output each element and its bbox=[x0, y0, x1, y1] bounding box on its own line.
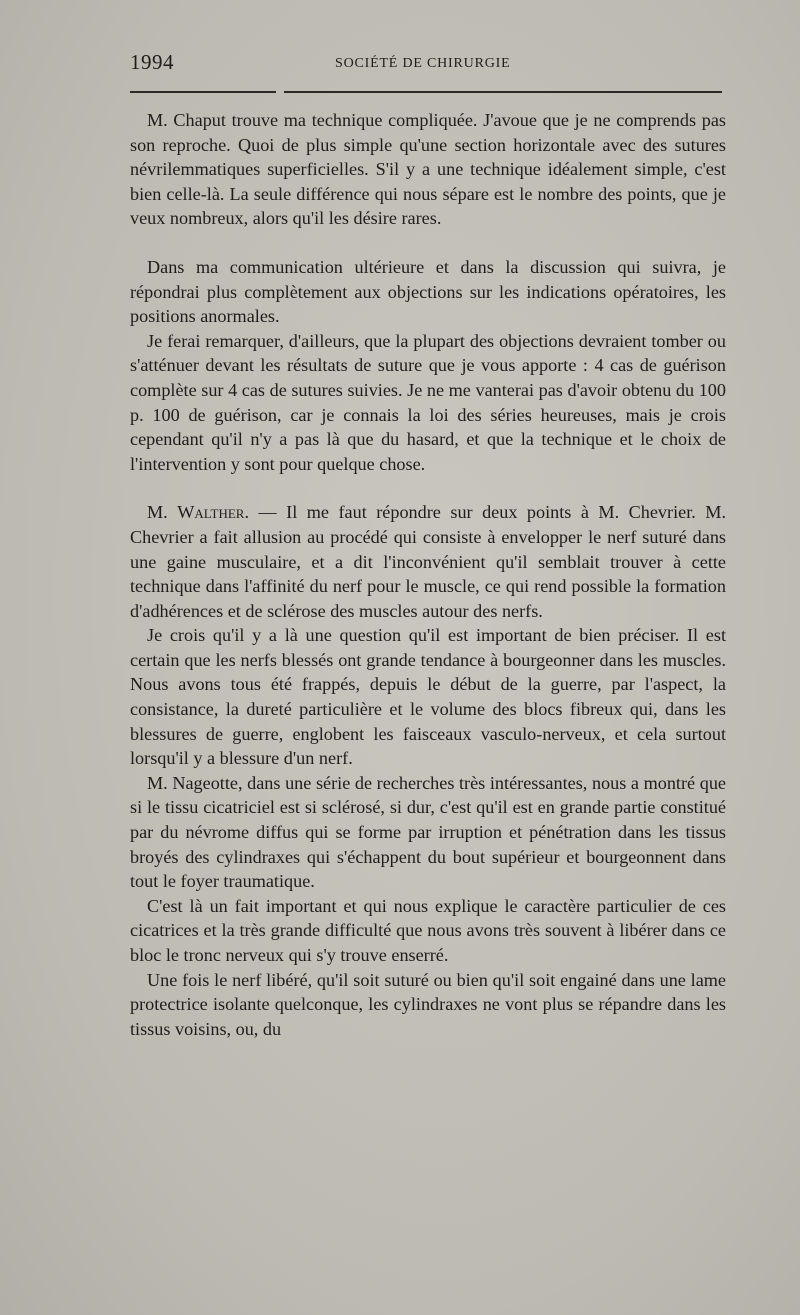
body-text bbox=[130, 108, 726, 1041]
page-header bbox=[130, 50, 726, 80]
page-number: 1994 bbox=[130, 50, 174, 74]
paragraph-walther bbox=[130, 500, 726, 623]
paragraph-objections: Je ferai remarquer, d'ailleurs, que la plupart des objections devraient tomber ou s'atténuer devant les résultats de suture que je vous apporte : 4 cas de guérison complète sur 4 cas de sutures suivies. Je ne me vanterai pas d'avoir obtenu du 100 p. 100 de guérison, car je connais la loi des séries heureuses, mais je crois cependant qu'il n'y a pas là que du hasard, et que la technique et le choix de l'intervention y sont pour quelque chose. bbox=[130, 330, 726, 474]
speaker-name: Walther bbox=[177, 502, 245, 523]
paragraph-chaput: M. Chaput trouve ma technique compliquée. J'avoue que je ne comprends pas son reproche. Quoi de plus simple qu'une section horizontale avec des sutures névrilemmatiques superficielles. S'il y a une technique idéalement simple, c'est bien celle-là. La seule différence qui nous sépare est le nombre des points, que je veux nombreux, alors qu'il les désire rares. bbox=[130, 110, 726, 229]
header-rule-right bbox=[284, 91, 722, 93]
paragraph-cicatrices: C'est là un fait important et qui nous explique le caractère particulier de ces cicatrices et la très grande difficulté que nous avons très souvent à libérer dans ce bloc le tronc nerveux qui s'y trouve enserré. bbox=[130, 895, 726, 965]
running-head: SOCIÉTÉ DE CHIRURGIE bbox=[335, 56, 511, 71]
speaker-prefix: M. bbox=[147, 502, 178, 523]
paragraph-communication: Dans ma communication ultérieure et dans la discussion qui suivra, je répondrai plus complètement aux objections sur les indications opératoires, les positions anormales. bbox=[130, 256, 726, 327]
header-rule-left bbox=[130, 91, 276, 93]
paragraph-question: Je crois qu'il y a là une question qu'il est important de bien préciser. Il est certain que les nerfs blessés ont grande tendance à bourgeonner dans les muscles. Nous avons tous été frappés, depuis le début de la guerre, par l'aspect, la consistance, la dureté particulière et le volume des blocs fibreux qui, dans les blessures de guerre, englobent les faisceaux vasculo-nerveux, et cela surtout lorsqu'il y a blessure d'un nerf. bbox=[130, 625, 726, 769]
paragraph-nageotte: M. Nageotte, dans une série de recherches très intéressantes, nous a montré que si le tissu cicatriciel est si sclérosé, si dur, c'est qu'il est en grande partie constitué par du névrome diffus qui se forme par irruption et pénétration dans les tissus broyés des cylindraxes qui s'échappent du bout supérieur et bourgeonnent dans tout le foyer traumatique. bbox=[130, 772, 726, 892]
paragraph-nerf-libere: Une fois le nerf libéré, qu'il soit suturé ou bien qu'il soit engainé dans une lame protectrice isolante quelconque, les cylindraxes ne vont plus se répandre dans les tissus voisins, ou, du bbox=[130, 969, 726, 1039]
paragraph-walther-text: . — Il me faut répondre sur deux points à M. Chevrier. M. Chevrier a fait allusion au procédé qui consiste à envelopper le nerf suturé dans une gaine musculaire, et a dit l'inconvénient qu'il semblait trouver à cette technique dans l'affinité du nerf pour le muscle, ce qui rend possible la formation d'adhérences et de sclérose des muscles autour des nerfs. bbox=[130, 502, 727, 621]
